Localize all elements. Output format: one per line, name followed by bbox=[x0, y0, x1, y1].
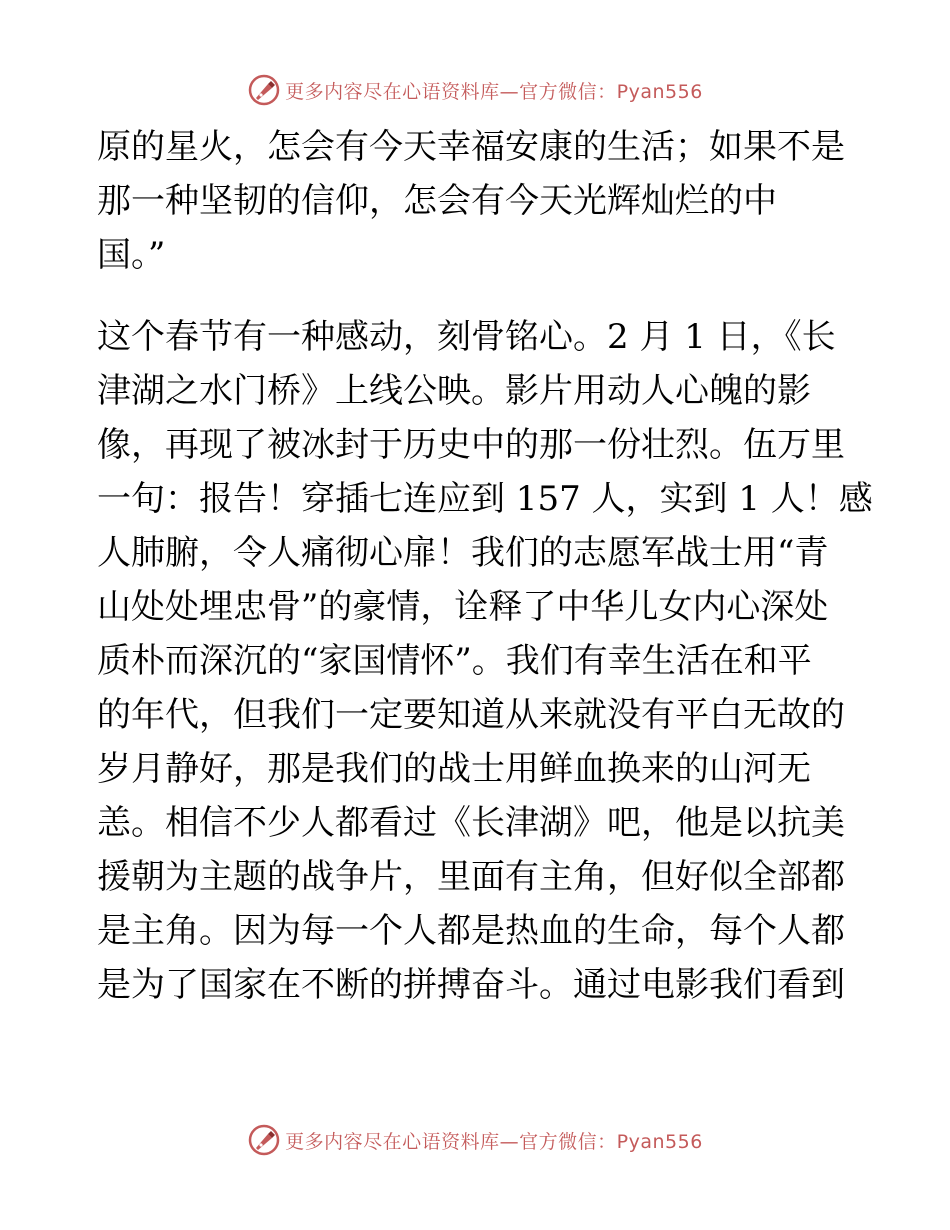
text-line: 津湖之水门桥》上线公映。影片用动人心魄的影 bbox=[97, 371, 811, 411]
text-line: 那一种坚韧的信仰，怎会有今天光辉灿烂的中 bbox=[97, 181, 777, 221]
header-watermark bbox=[0, 70, 950, 110]
text-line: 一句：报告！穿插七连应到 157 人，实到 1 人！感 bbox=[97, 479, 873, 519]
text-line: 像，再现了被冰封于历史中的那一份壮烈。伍万里 bbox=[97, 425, 845, 465]
pen-nib-logo-icon bbox=[247, 73, 281, 107]
text-line: 恙。相信不少人都看过《长津湖》吧，他是以抗美 bbox=[97, 803, 845, 843]
pen-nib-logo-icon bbox=[247, 1123, 281, 1157]
text-line: 人肺腑，令人痛彻心扉！我们的志愿军战士用“青 bbox=[97, 533, 829, 573]
document-body bbox=[97, 120, 873, 1012]
footer-watermark-text: 更多内容尽在心语资料库—官方微信：Pyan556 bbox=[285, 1130, 703, 1153]
paragraph-1 bbox=[97, 120, 853, 282]
text-line: 援朝为主题的战争片，里面有主角，但好似全部都 bbox=[97, 857, 845, 897]
text-line: 国。” bbox=[97, 235, 166, 275]
text-line: 质朴而深沉的“家国情怀”。我们有幸生活在和平 bbox=[97, 641, 812, 681]
text-line: 的年代，但我们一定要知道从来就没有平白无故的 bbox=[97, 695, 845, 735]
footer-watermark bbox=[0, 1120, 950, 1160]
text-line: 原的星火，怎会有今天幸福安康的生活；如果不是 bbox=[97, 127, 845, 167]
text-line: 是为了国家在不断的拼搏奋斗。通过电影我们看到 bbox=[97, 965, 845, 1005]
paragraph-2 bbox=[97, 310, 873, 1012]
text-line: 山处处埋忠骨”的豪情，诠释了中华儿女内心深处 bbox=[97, 587, 829, 627]
text-line: 是主角。因为每一个人都是热血的生命，每个人都 bbox=[97, 911, 845, 951]
text-line: 这个春节有一种感动，刻骨铭心。2 月 1 日，《长 bbox=[97, 317, 836, 357]
text-line: 岁月静好，那是我们的战士用鲜血换来的山河无 bbox=[97, 749, 811, 789]
header-watermark-text: 更多内容尽在心语资料库—官方微信：Pyan556 bbox=[285, 80, 703, 103]
